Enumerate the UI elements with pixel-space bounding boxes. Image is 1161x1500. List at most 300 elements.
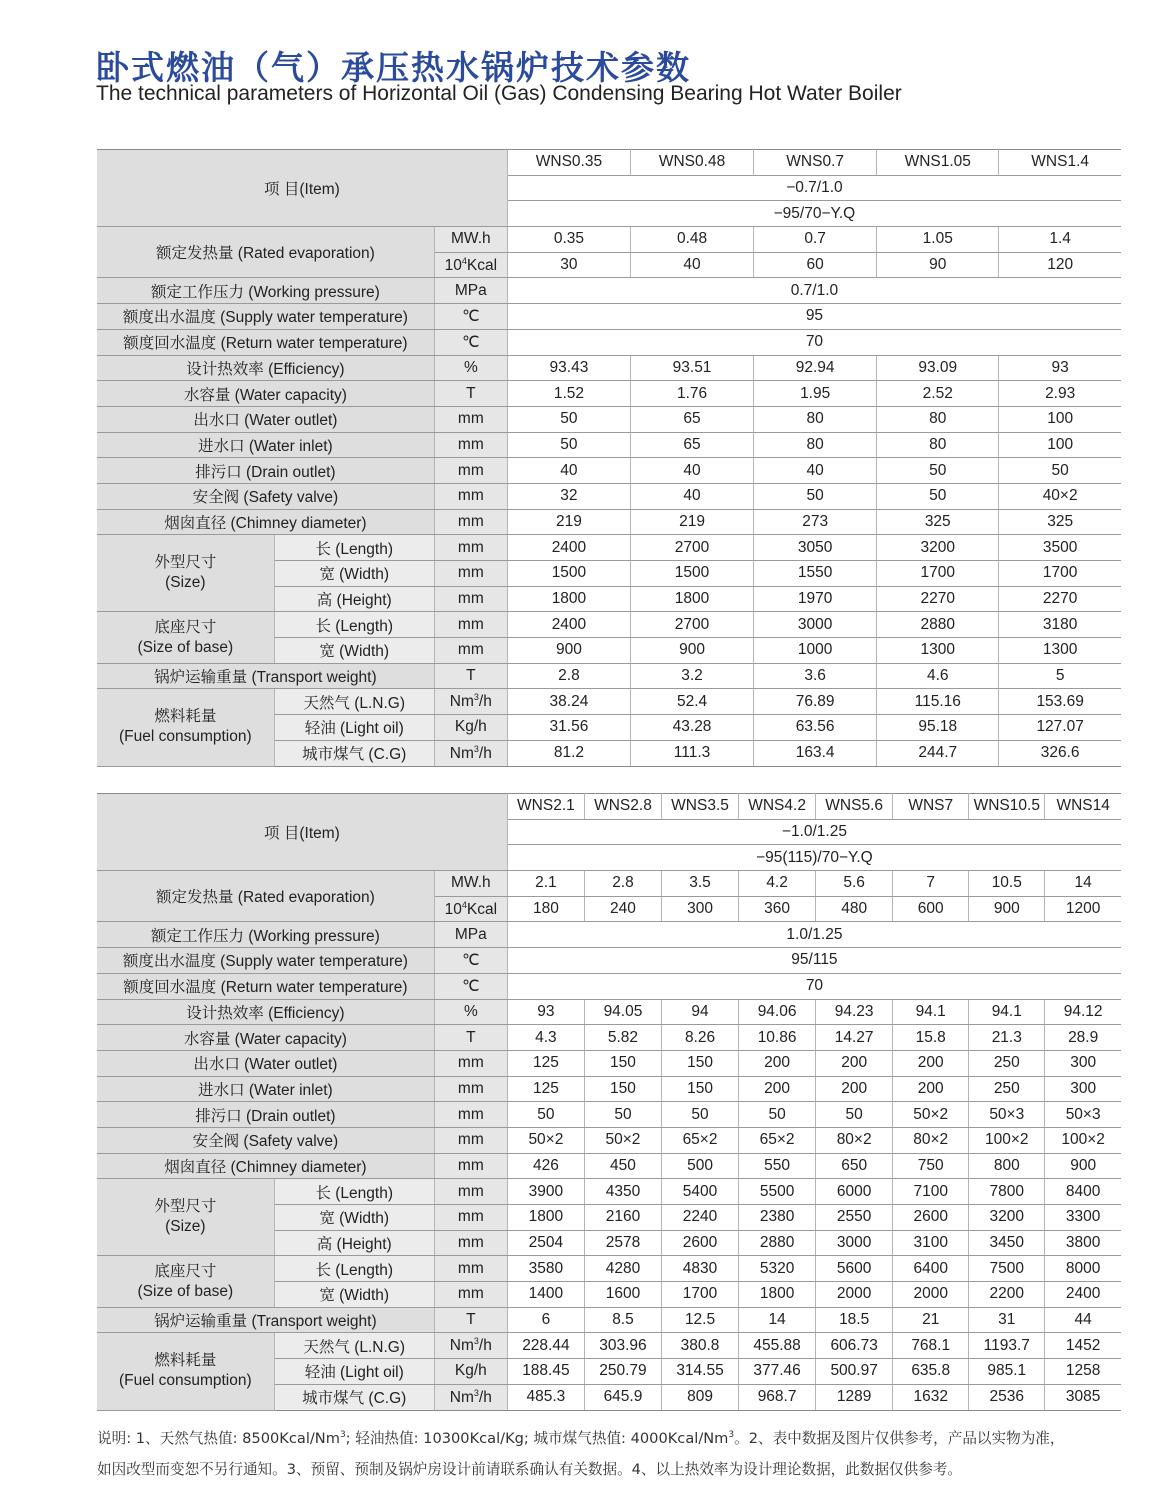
base-length-value: 3580 bbox=[507, 1256, 584, 1282]
pressure-label: 额定工作压力 (Working pressure) bbox=[97, 922, 434, 948]
drain-value: 40 bbox=[507, 458, 630, 484]
width-value: 1800 bbox=[507, 1205, 584, 1231]
lng-value: 115.16 bbox=[877, 689, 999, 715]
inlet-value: 150 bbox=[662, 1076, 739, 1102]
lng-label: 天然气 (L.N.G) bbox=[274, 689, 434, 715]
cg-value: 485.3 bbox=[507, 1384, 584, 1410]
oil-value: 635.8 bbox=[893, 1359, 969, 1385]
fuel-group-label-en: (Fuel consumption) bbox=[118, 728, 252, 746]
lng-label: 天然气 (L.N.G) bbox=[274, 1333, 434, 1359]
height-value: 1970 bbox=[754, 586, 877, 612]
rated-mw-value: 0.35 bbox=[507, 227, 630, 253]
unit-label: mm bbox=[434, 432, 507, 458]
cg-label: 城市煤气 (C.G) bbox=[274, 1384, 434, 1410]
unit-label: Nm$^3$/h bbox=[434, 1384, 507, 1410]
base-length-value: 7500 bbox=[969, 1256, 1045, 1282]
inlet-value: 80 bbox=[877, 432, 999, 458]
page-title-en: The technical parameters of Horizontal Oil (Gas) Condensing Bearing Hot Water Boiler bbox=[96, 82, 902, 105]
rated-evaporation-label: 额定发热量 (Rated evaporation) bbox=[97, 227, 434, 278]
drain-value: 50 bbox=[662, 1102, 739, 1128]
table-row bbox=[97, 278, 1121, 304]
capacity-value: 15.8 bbox=[893, 1025, 969, 1051]
table-row bbox=[97, 1179, 1121, 1205]
unit-label: mm bbox=[434, 1179, 507, 1205]
base-width-label: 宽 (Width) bbox=[274, 1282, 434, 1308]
height-value: 2270 bbox=[877, 586, 999, 612]
size-group-label bbox=[97, 1179, 274, 1256]
base-width-value: 1700 bbox=[662, 1282, 739, 1308]
drain-value: 50×3 bbox=[1045, 1102, 1121, 1128]
temperature-spec: −95(115)/70−Y.Q bbox=[507, 845, 1121, 871]
inlet-value: 200 bbox=[739, 1076, 816, 1102]
outlet-label: 出水口 (Water outlet) bbox=[97, 406, 434, 432]
unit-label: Kg/h bbox=[434, 1359, 507, 1385]
table-row bbox=[97, 612, 1121, 638]
rated-kcal-value: 180 bbox=[507, 896, 584, 922]
transport-value: 21 bbox=[893, 1307, 969, 1333]
unit-label: ℃ bbox=[434, 304, 507, 330]
base-length-value: 2700 bbox=[630, 612, 753, 638]
rated-mw-value: 5.6 bbox=[816, 871, 893, 897]
transport-value: 31 bbox=[969, 1307, 1045, 1333]
outlet-value: 65 bbox=[630, 406, 753, 432]
model-header: WNS0.48 bbox=[630, 150, 753, 176]
length-value: 6000 bbox=[816, 1179, 893, 1205]
capacity-label: 水容量 (Water capacity) bbox=[97, 1025, 434, 1051]
model-header: WNS5.6 bbox=[816, 794, 893, 820]
unit-label: % bbox=[434, 355, 507, 381]
height-value: 3450 bbox=[969, 1230, 1045, 1256]
oil-value: 127.07 bbox=[999, 715, 1121, 741]
height-value: 2504 bbox=[507, 1230, 584, 1256]
unit-label: ℃ bbox=[434, 973, 507, 999]
fuel-group-label-cn: 燃料耗量 bbox=[154, 708, 217, 726]
length-value: 2400 bbox=[507, 535, 630, 561]
supply-value: 95 bbox=[507, 304, 1121, 330]
rated-kcal-value: 60 bbox=[754, 252, 877, 278]
drain-value: 50 bbox=[584, 1102, 661, 1128]
table-row bbox=[97, 304, 1121, 330]
length-value: 4350 bbox=[584, 1179, 661, 1205]
capacity-value: 1.76 bbox=[630, 381, 753, 407]
rated-kcal-value: 480 bbox=[816, 896, 893, 922]
width-label: 宽 (Width) bbox=[274, 561, 434, 587]
base-width-value: 2000 bbox=[893, 1282, 969, 1308]
drain-value: 40 bbox=[754, 458, 877, 484]
drain-value: 50 bbox=[877, 458, 999, 484]
return-label: 额度回水温度 (Return water temperature) bbox=[97, 329, 434, 355]
unit-label: mm bbox=[434, 1205, 507, 1231]
table-row bbox=[97, 1333, 1121, 1359]
rated-mw-value: 3.5 bbox=[662, 871, 739, 897]
transport-value: 6 bbox=[507, 1307, 584, 1333]
return-value: 70 bbox=[507, 973, 1121, 999]
capacity-value: 2.93 bbox=[999, 381, 1121, 407]
safety-value: 80×2 bbox=[893, 1127, 969, 1153]
drain-label: 排污口 (Drain outlet) bbox=[97, 458, 434, 484]
rated-mw-value: 7 bbox=[893, 871, 969, 897]
inlet-value: 200 bbox=[816, 1076, 893, 1102]
unit-label: mm bbox=[434, 586, 507, 612]
base-length-value: 3180 bbox=[999, 612, 1121, 638]
base-length-value: 4280 bbox=[584, 1256, 661, 1282]
unit-label: mm bbox=[434, 561, 507, 587]
unit-label: T bbox=[434, 663, 507, 689]
table-row bbox=[97, 794, 1121, 820]
outlet-value: 50 bbox=[507, 406, 630, 432]
lng-value: 768.1 bbox=[893, 1333, 969, 1359]
base-width-value: 1000 bbox=[754, 638, 877, 664]
height-value: 1800 bbox=[507, 586, 630, 612]
unit-label: MW.h bbox=[434, 871, 507, 897]
unit-label: ℃ bbox=[434, 948, 507, 974]
width-value: 1700 bbox=[877, 561, 999, 587]
inlet-value: 250 bbox=[969, 1076, 1045, 1102]
capacity-value: 1.52 bbox=[507, 381, 630, 407]
transport-value: 44 bbox=[1045, 1307, 1121, 1333]
table-row bbox=[97, 1307, 1121, 1333]
rated-mw-value: 10.5 bbox=[969, 871, 1045, 897]
unit-label: Nm$^3$/h bbox=[434, 689, 507, 715]
base-length-value: 5600 bbox=[816, 1256, 893, 1282]
chimney-value: 219 bbox=[507, 509, 630, 535]
efficiency-value: 94.06 bbox=[739, 999, 816, 1025]
model-header: WNS3.5 bbox=[662, 794, 739, 820]
chimney-value: 273 bbox=[754, 509, 877, 535]
capacity-value: 5.82 bbox=[584, 1025, 661, 1051]
unit-label: ℃ bbox=[434, 329, 507, 355]
model-header: WNS10.5 bbox=[969, 794, 1045, 820]
safety-value: 80×2 bbox=[816, 1127, 893, 1153]
capacity-value: 2.52 bbox=[877, 381, 999, 407]
chimney-label: 烟囱直径 (Chimney diameter) bbox=[97, 1153, 434, 1179]
pressure-spec: −1.0/1.25 bbox=[507, 819, 1121, 845]
width-value: 2600 bbox=[893, 1205, 969, 1231]
oil-value: 95.18 bbox=[877, 715, 999, 741]
unit-label: T bbox=[434, 1025, 507, 1051]
inlet-value: 65 bbox=[630, 432, 753, 458]
lng-value: 455.88 bbox=[739, 1333, 816, 1359]
footnote-line-1: 说明: 1、天然气热值: 8500Kcal/Nm$^3$; 轻油热值: 10300Kcal/Kg; 城市煤气热值: 4000Kcal/Nm$^3$。2、表中数据及图片仅供参考，产品以实物为准， bbox=[97, 1429, 1065, 1447]
efficiency-value: 93.51 bbox=[630, 355, 753, 381]
length-value: 7800 bbox=[969, 1179, 1045, 1205]
oil-value: 31.56 bbox=[507, 715, 630, 741]
model-header: WNS7 bbox=[893, 794, 969, 820]
model-header: WNS2.1 bbox=[507, 794, 584, 820]
cg-value: 244.7 bbox=[877, 740, 999, 766]
footnote-line-2: 如因改型而变恕不另行通知。3、预留、预制及锅炉房设计前请联系确认有关数据。4、以上热效率为设计理论数据，此数据仅供参考。 bbox=[97, 1460, 963, 1478]
item-header: 项 目(Item) bbox=[97, 794, 507, 871]
unit-label: Nm$^3$/h bbox=[434, 740, 507, 766]
drain-value: 50×3 bbox=[969, 1102, 1045, 1128]
efficiency-value: 93.09 bbox=[877, 355, 999, 381]
outlet-value: 80 bbox=[754, 406, 877, 432]
size-group-label-en: (Size) bbox=[165, 1218, 206, 1236]
unit-label: mm bbox=[434, 1230, 507, 1256]
rated-mw-value: 0.48 bbox=[630, 227, 753, 253]
transport-value: 3.6 bbox=[754, 663, 877, 689]
model-header: WNS1.4 bbox=[999, 150, 1121, 176]
base-group-label bbox=[97, 1256, 274, 1307]
safety-value: 40 bbox=[630, 483, 753, 509]
rated-mw-value: 14 bbox=[1045, 871, 1121, 897]
table-row bbox=[97, 432, 1121, 458]
fuel-group-label-en: (Fuel consumption) bbox=[118, 1372, 252, 1390]
pressure-value: 1.0/1.25 bbox=[507, 922, 1121, 948]
base-width-value: 2400 bbox=[1045, 1282, 1121, 1308]
chimney-value: 325 bbox=[877, 509, 999, 535]
rated-kcal-value: 90 bbox=[877, 252, 999, 278]
inlet-value: 150 bbox=[584, 1076, 661, 1102]
model-header: WNS4.2 bbox=[739, 794, 816, 820]
chimney-value: 800 bbox=[969, 1153, 1045, 1179]
pressure-spec: −0.7/1.0 bbox=[507, 175, 1121, 201]
rated-kcal-value: 40 bbox=[630, 252, 753, 278]
height-value: 3100 bbox=[893, 1230, 969, 1256]
chimney-value: 219 bbox=[630, 509, 753, 535]
length-value: 2700 bbox=[630, 535, 753, 561]
lng-value: 76.89 bbox=[754, 689, 877, 715]
height-value: 2578 bbox=[584, 1230, 661, 1256]
table-row bbox=[97, 406, 1121, 432]
base-width-value: 900 bbox=[507, 638, 630, 664]
chimney-value: 500 bbox=[662, 1153, 739, 1179]
efficiency-value: 94.1 bbox=[893, 999, 969, 1025]
outlet-value: 150 bbox=[584, 1050, 661, 1076]
lng-value: 380.8 bbox=[662, 1333, 739, 1359]
lng-value: 1193.7 bbox=[969, 1333, 1045, 1359]
width-label: 宽 (Width) bbox=[274, 1205, 434, 1231]
height-value: 2880 bbox=[739, 1230, 816, 1256]
base-length-value: 2880 bbox=[877, 612, 999, 638]
length-value: 3200 bbox=[877, 535, 999, 561]
rated-kcal-value: 360 bbox=[739, 896, 816, 922]
length-value: 3500 bbox=[999, 535, 1121, 561]
drain-value: 50 bbox=[507, 1102, 584, 1128]
table-row bbox=[97, 1076, 1121, 1102]
base-group-label-en: (Size of base) bbox=[137, 638, 234, 656]
lng-value: 38.24 bbox=[507, 689, 630, 715]
model-header: WNS2.8 bbox=[584, 794, 661, 820]
safety-value: 50×2 bbox=[507, 1127, 584, 1153]
efficiency-label: 设计热效率 (Efficiency) bbox=[97, 355, 434, 381]
height-value: 2270 bbox=[999, 586, 1121, 612]
cg-label: 城市煤气 (C.G) bbox=[274, 740, 434, 766]
base-width-label: 宽 (Width) bbox=[274, 638, 434, 664]
outlet-value: 100 bbox=[999, 406, 1121, 432]
inlet-value: 300 bbox=[1045, 1076, 1121, 1102]
safety-value: 100×2 bbox=[969, 1127, 1045, 1153]
unit-label: mm bbox=[434, 535, 507, 561]
model-header: WNS14 bbox=[1045, 794, 1121, 820]
safety-label: 安全阀 (Safety valve) bbox=[97, 483, 434, 509]
table-row bbox=[97, 1127, 1121, 1153]
table-row bbox=[97, 458, 1121, 484]
transport-value: 18.5 bbox=[816, 1307, 893, 1333]
chimney-label: 烟囱直径 (Chimney diameter) bbox=[97, 509, 434, 535]
efficiency-value: 94.23 bbox=[816, 999, 893, 1025]
base-length-value: 4830 bbox=[662, 1256, 739, 1282]
table-row bbox=[97, 381, 1121, 407]
length-value: 5400 bbox=[662, 1179, 739, 1205]
spec-table-small-models bbox=[97, 149, 1121, 767]
capacity-value: 14.27 bbox=[816, 1025, 893, 1051]
base-length-label: 长 (Length) bbox=[274, 612, 434, 638]
table-row bbox=[97, 663, 1121, 689]
height-label: 高 (Height) bbox=[274, 1230, 434, 1256]
pressure-value: 0.7/1.0 bbox=[507, 278, 1121, 304]
outlet-value: 250 bbox=[969, 1050, 1045, 1076]
size-group-label bbox=[97, 535, 274, 612]
unit-label: mm bbox=[434, 509, 507, 535]
inlet-value: 125 bbox=[507, 1076, 584, 1102]
oil-value: 377.46 bbox=[739, 1359, 816, 1385]
efficiency-value: 92.94 bbox=[754, 355, 877, 381]
inlet-label: 进水口 (Water inlet) bbox=[97, 1076, 434, 1102]
length-value: 3050 bbox=[754, 535, 877, 561]
oil-value: 188.45 bbox=[507, 1359, 584, 1385]
unit-label: mm bbox=[434, 483, 507, 509]
return-value: 70 bbox=[507, 329, 1121, 355]
table-row bbox=[97, 1025, 1121, 1051]
length-label: 长 (Length) bbox=[274, 535, 434, 561]
unit-label: mm bbox=[434, 1256, 507, 1282]
rated-mw-value: 2.1 bbox=[507, 871, 584, 897]
efficiency-value: 93.43 bbox=[507, 355, 630, 381]
unit-label: mm bbox=[434, 406, 507, 432]
cg-value: 1632 bbox=[893, 1384, 969, 1410]
base-width-value: 1800 bbox=[739, 1282, 816, 1308]
size-group-label-en: (Size) bbox=[165, 574, 206, 592]
base-width-value: 1600 bbox=[584, 1282, 661, 1308]
safety-value: 65×2 bbox=[662, 1127, 739, 1153]
table-row bbox=[97, 329, 1121, 355]
transport-value: 8.5 bbox=[584, 1307, 661, 1333]
oil-value: 250.79 bbox=[584, 1359, 661, 1385]
footnote bbox=[97, 1420, 1127, 1485]
oil-value: 500.97 bbox=[816, 1359, 893, 1385]
rated-kcal-value: 30 bbox=[507, 252, 630, 278]
inlet-label: 进水口 (Water inlet) bbox=[97, 432, 434, 458]
efficiency-value: 94.05 bbox=[584, 999, 661, 1025]
rated-evaporation-label: 额定发热量 (Rated evaporation) bbox=[97, 871, 434, 922]
drain-label: 排污口 (Drain outlet) bbox=[97, 1102, 434, 1128]
drain-value: 50 bbox=[999, 458, 1121, 484]
fuel-group-label bbox=[97, 1333, 274, 1410]
safety-value: 50 bbox=[754, 483, 877, 509]
length-value: 3900 bbox=[507, 1179, 584, 1205]
transport-value: 14 bbox=[739, 1307, 816, 1333]
transport-label: 锅炉运输重量 (Transport weight) bbox=[97, 1307, 434, 1333]
model-header: WNS0.7 bbox=[754, 150, 877, 176]
table-row bbox=[97, 355, 1121, 381]
safety-value: 32 bbox=[507, 483, 630, 509]
height-value: 1800 bbox=[630, 586, 753, 612]
outlet-value: 200 bbox=[893, 1050, 969, 1076]
unit-label: mm bbox=[434, 1076, 507, 1102]
return-label: 额度回水温度 (Return water temperature) bbox=[97, 973, 434, 999]
cg-value: 1289 bbox=[816, 1384, 893, 1410]
table-row bbox=[97, 1102, 1121, 1128]
table-row bbox=[97, 1256, 1121, 1282]
base-group-label-cn: 底座尺寸 bbox=[154, 1262, 217, 1280]
safety-value: 50×2 bbox=[584, 1127, 661, 1153]
capacity-value: 1.95 bbox=[754, 381, 877, 407]
height-label: 高 (Height) bbox=[274, 586, 434, 612]
unit-label: MW.h bbox=[434, 227, 507, 253]
oil-label: 轻油 (Light oil) bbox=[274, 1359, 434, 1385]
oil-value: 985.1 bbox=[969, 1359, 1045, 1385]
drain-value: 50 bbox=[739, 1102, 816, 1128]
rated-mw-value: 1.05 bbox=[877, 227, 999, 253]
unit-label: % bbox=[434, 999, 507, 1025]
base-length-value: 5320 bbox=[739, 1256, 816, 1282]
width-value: 3200 bbox=[969, 1205, 1045, 1231]
rated-kcal-value: 240 bbox=[584, 896, 661, 922]
base-length-value: 8000 bbox=[1045, 1256, 1121, 1282]
table-row bbox=[97, 871, 1121, 897]
size-group-label-cn: 外型尺寸 bbox=[154, 554, 217, 572]
unit-label: T bbox=[434, 381, 507, 407]
unit-label: mm bbox=[434, 612, 507, 638]
base-length-value: 2400 bbox=[507, 612, 630, 638]
oil-value: 314.55 bbox=[662, 1359, 739, 1385]
rated-mw-value: 0.7 bbox=[754, 227, 877, 253]
lng-value: 153.69 bbox=[999, 689, 1121, 715]
table-row bbox=[97, 1153, 1121, 1179]
height-value: 2600 bbox=[662, 1230, 739, 1256]
efficiency-value: 94.12 bbox=[1045, 999, 1121, 1025]
cg-value: 163.4 bbox=[754, 740, 877, 766]
capacity-value: 28.9 bbox=[1045, 1025, 1121, 1051]
temperature-spec: −95/70−Y.Q bbox=[507, 201, 1121, 227]
capacity-value: 4.3 bbox=[507, 1025, 584, 1051]
rated-mw-value: 4.2 bbox=[739, 871, 816, 897]
safety-value: 100×2 bbox=[1045, 1127, 1121, 1153]
table-row bbox=[97, 509, 1121, 535]
chimney-value: 750 bbox=[893, 1153, 969, 1179]
cg-value: 2536 bbox=[969, 1384, 1045, 1410]
table-row bbox=[97, 689, 1121, 715]
lng-value: 228.44 bbox=[507, 1333, 584, 1359]
table-row bbox=[97, 922, 1121, 948]
outlet-value: 300 bbox=[1045, 1050, 1121, 1076]
unit-label: mm bbox=[434, 1127, 507, 1153]
cg-value: 645.9 bbox=[584, 1384, 661, 1410]
cg-value: 326.6 bbox=[999, 740, 1121, 766]
chimney-value: 325 bbox=[999, 509, 1121, 535]
height-value: 3000 bbox=[816, 1230, 893, 1256]
page-title-cn: 卧式燃油（气）承压热水锅炉技术参数 bbox=[96, 48, 691, 87]
width-value: 2160 bbox=[584, 1205, 661, 1231]
lng-value: 606.73 bbox=[816, 1333, 893, 1359]
outlet-value: 150 bbox=[662, 1050, 739, 1076]
length-value: 5500 bbox=[739, 1179, 816, 1205]
safety-value: 40×2 bbox=[999, 483, 1121, 509]
inlet-value: 200 bbox=[893, 1076, 969, 1102]
chimney-value: 426 bbox=[507, 1153, 584, 1179]
lng-value: 52.4 bbox=[630, 689, 753, 715]
safety-value: 50 bbox=[877, 483, 999, 509]
base-width-value: 1300 bbox=[999, 638, 1121, 664]
model-header: WNS0.35 bbox=[507, 150, 630, 176]
width-value: 1550 bbox=[754, 561, 877, 587]
inlet-value: 80 bbox=[754, 432, 877, 458]
safety-label: 安全阀 (Safety valve) bbox=[97, 1127, 434, 1153]
drain-value: 40 bbox=[630, 458, 753, 484]
width-value: 2380 bbox=[739, 1205, 816, 1231]
chimney-value: 650 bbox=[816, 1153, 893, 1179]
